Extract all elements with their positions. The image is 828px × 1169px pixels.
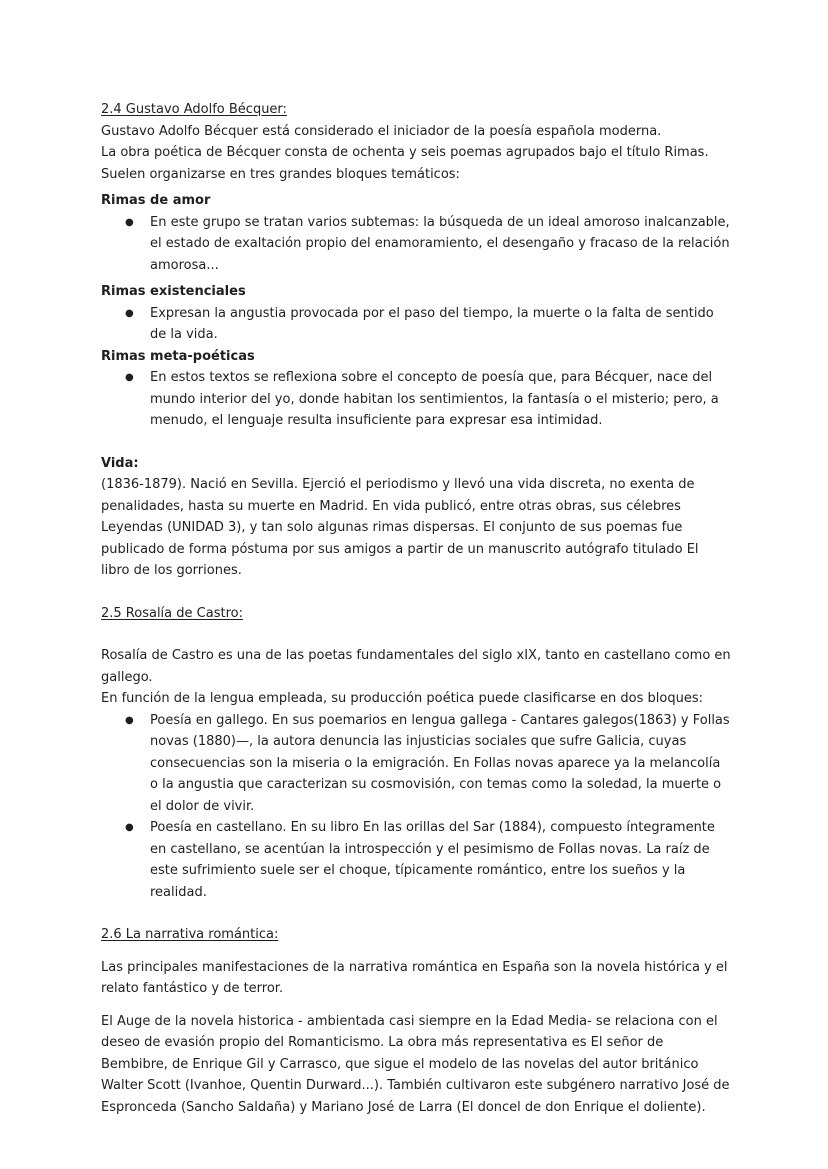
document-page — [101, 99, 731, 1118]
section-title-rosalia: 2.5 Rosalía de Castro: — [101, 605, 243, 621]
list-item: ● En estos textos se reflexiona sobre el concepto de poesía que, para Bécquer, nace del mundo interior del yo, donde habitan los sentimientos, la fantasía o el misterio; pero, a menudo, el lenguaje resulta insuficiente para expresar esa intimidad. — [150, 367, 731, 432]
rimas-meta-list — [101, 367, 731, 432]
narrativa-para-1: Las principales manifestaciones de la narrativa romántica en España son la novela histórica y el relato fantástico y de terror. — [101, 959, 728, 996]
vida-heading: Vida: — [101, 455, 139, 471]
section-title-narrativa: 2.6 La narrativa romántica: — [101, 927, 279, 942]
rimas-meta-heading: Rimas meta-poéticas — [101, 348, 255, 364]
rosalia-intro-1: Rosalía de Castro es una de las poetas fundamentales del siglo xIX, tanto en castellano como en gallego. — [101, 648, 731, 685]
rosalia-list — [101, 710, 731, 904]
rimas-existenciales-heading: Rimas existenciales — [101, 284, 246, 299]
narrativa-para-2: El Auge de la novela historica - ambientada casi siempre en la Edad Media- se relaciona con el deseo de evasión propio del Romanticismo. La obra más representativa es El señor de Bembibre, de Enrique Gil y Carrasco, que sigue el modelo de las novelas del autor británico Walter Scott (Ivanhoe, Quentin Durward...). También cultivaron este subgénero narrativo José de Espronceda (Sancho Saldaña) y Mariano José de Larra (El doncel de don Enrique el doliente). — [101, 1013, 730, 1115]
becquer-intro-2: La obra poética de Bécquer consta de ochenta y seis poemas agrupados bajo el título Rimas. Suelen organizarse en tres grandes bloques temáticos: — [101, 145, 709, 182]
section-title-becquer: 2.4 Gustavo Adolfo Bécquer: — [101, 102, 287, 117]
vida-text: (1836-1879). Nació en Sevilla. Ejerció el periodismo y llevó una vida discreta, no exenta de penalidades, hasta su muerte en Madrid. En vida publicó, entre otras obras, sus célebres Leyendas (UNIDAD 3), y tan solo algunas rimas dispersas. El conjunto de sus poemas fue publicado de forma póstuma por sus amigos a partir de un manuscrito autógrafo titulado El libro de los gorriones. — [101, 477, 699, 578]
list-item: ● En este grupo se tratan varios subtemas: la búsqueda de un ideal amoroso inalcanzable, el estado de exaltación propio del enamoramiento, el desengaño y fracaso de la relación amorosa... — [150, 212, 731, 277]
rimas-amor-list — [101, 212, 731, 277]
list-item: ● Expresan la angustia provocada por el paso del tiempo, la muerte o la falta de sentido de la vida. — [150, 303, 731, 346]
rimas-amor-heading: Rimas de amor — [101, 193, 211, 208]
list-item: ● Poesía en gallego. En sus poemarios en lengua gallega - Cantares galegos(1863) y Follas novas (1880)—, la autora denuncia las injusticias sociales que sufre Galicia, cuyas consecuencias son la miseria o la emigración. En Follas novas aparece ya la melancolía o la angustia que caracterizan su cosmovisión, con temas como la soledad, la muerte o el dolor de vivir. — [150, 710, 731, 818]
list-item: ● Poesía en castellano. En su libro En las orillas del Sar (1884), compuesto íntegramente en castellano, se acentúan la introspección y el pesimismo de Follas novas. La raíz de este sufrimiento suele ser el choque, típicamente romántico, entre los sueños y la realidad. — [150, 817, 731, 903]
becquer-intro-1: Gustavo Adolfo Bécquer está considerado el iniciador de la poesía española moderna. — [101, 123, 662, 139]
rosalia-intro-2: En función de la lengua empleada, su producción poética puede clasificarse en dos bloques: — [101, 691, 703, 706]
rimas-existenciales-list — [101, 303, 731, 346]
